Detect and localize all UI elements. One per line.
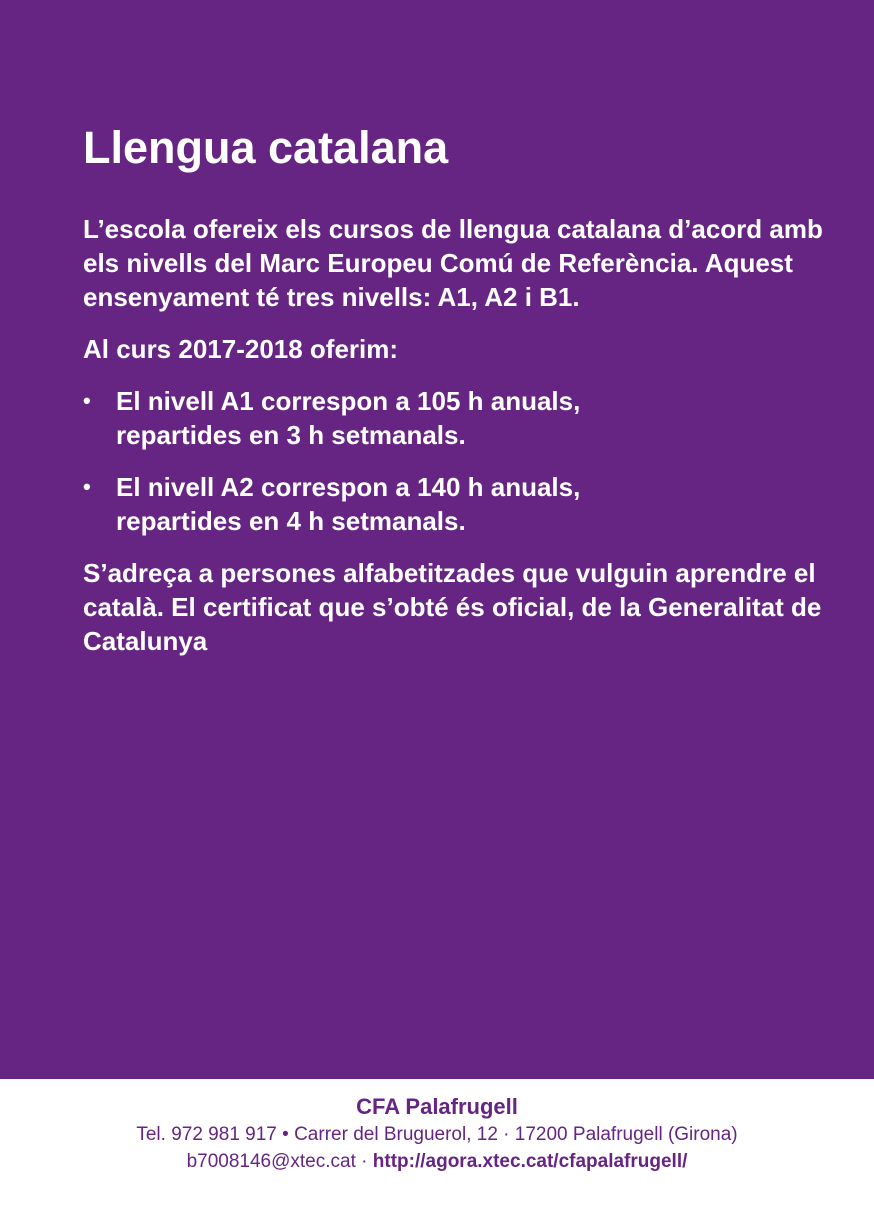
email-link[interactable]: b7008146@xtec.cat [186,1151,356,1172]
level-a1-line1: El nivell A1 correspon a 105 h anuals, [116,386,581,416]
page-title: Llengua catalana [83,122,449,173]
offer-heading: Al curs 2017-2018 oferim: [83,334,399,364]
web-line [0,1148,874,1175]
bullet-icon: • [83,474,91,499]
contact-line: Tel. 972 981 917 • Carrer del Bruguerol, 12 · 17200 Palafrugell (Girona) [136,1124,738,1145]
levels-list [83,384,823,538]
list-item [83,384,823,452]
content-block [83,120,823,676]
list-item [83,470,823,538]
intro-paragraph: L’escola ofereix els cursos de llengua catalana d’acord amb els nivells del Marc Europeu Comú de Referència. Aquest ensenyament té tres nivells: A1, A2 i B1. [83,214,823,312]
audience-paragraph: S’adreça a persones alfabetitzades que vulguin aprendre el català. El certificat que s’obté és oficial, de la Generalitat de Catalunya [83,558,822,656]
separator: · [355,1151,373,1172]
level-a2-line1: El nivell A2 correspon a 140 h anuals, [116,472,581,502]
level-a2-line2: repartides en 4 h setmanals. [116,506,466,536]
level-a1-line2: repartides en 3 h setmanals. [116,420,466,450]
website-link[interactable]: http://agora.xtec.cat/cfapalafrugell/ [372,1151,688,1172]
bullet-icon: • [83,388,91,413]
org-name: CFA Palafrugell [356,1094,518,1119]
footer [0,1079,874,1217]
